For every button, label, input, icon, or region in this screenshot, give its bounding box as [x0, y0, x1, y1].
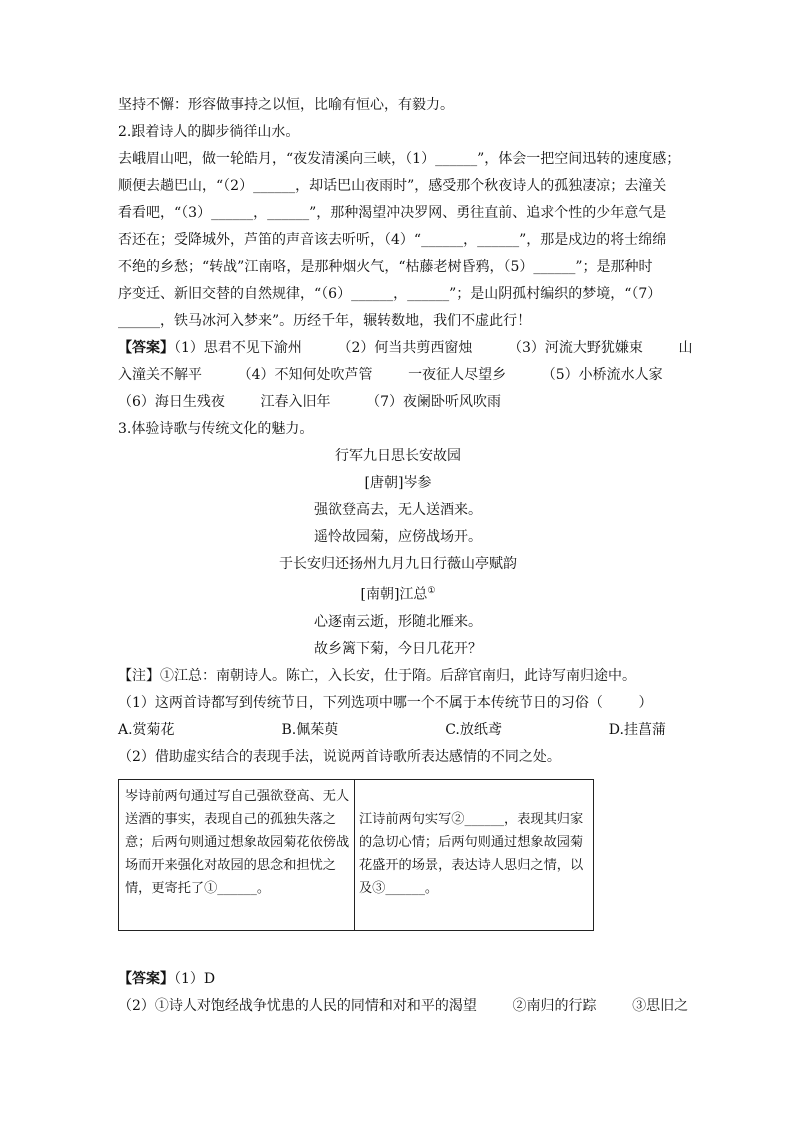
sub-question-1: （1）这两首诗都写到传统节日，下列选项中哪一个不属于本传统节日的习俗（ ）: [118, 694, 653, 711]
comparison-table: [118, 779, 594, 931]
option-d: D.挂菖蒲: [608, 721, 666, 738]
answer-text: （1）思君不见下渝州 （2）何当共剪西窗烛 （3）河流大野犹嫌束 山: [174, 340, 693, 356]
definition-line: 坚持不懈：形容做事持之以恒，比喻有恒心，有毅力。: [118, 97, 454, 113]
poem-1: [118, 443, 678, 551]
question-2-passage: [118, 146, 681, 335]
answer-label: 【答案】: [118, 340, 174, 356]
passage-line: 看看吧，“（3）______，______”，那种渴望冲决罗网、勇往直前、追求个性的少年意气是: [118, 205, 667, 221]
passage-line: 不绝的乡愁；“转战”江南咯，是那种烟火气，“枯藤老树昏鸦，（5）______”；是那种时: [118, 259, 653, 275]
poem-line: 故乡篱下菊，今日几花开？: [314, 640, 482, 657]
table-cell-cen-shen: 岑诗前两句通过写自己强欲登高、无人送酒的事实，表现自己的孤独失落之意；后两句则通过想象故园菊花依傍战场而开来强化对故园的思念和担忧之情，更寄托了①______。: [119, 780, 355, 930]
answer-line: [118, 966, 678, 993]
poem-note: 【注】①江总：南朝诗人。陈亡，入长安，仕于隋。后辞官南归，此诗写南归途中。: [118, 667, 636, 684]
question-2-answer: [118, 335, 693, 416]
option-c: C.放纸鸢: [445, 721, 502, 738]
poem-2: [118, 551, 678, 663]
poem-title: 行军九日思长安故园: [335, 448, 461, 464]
passage-line: 去峨眉山吧，做一轮皓月，“夜发清溪向三峡，（1）______”，体会一把空间迅转的速度感；: [118, 151, 681, 167]
question-2-title: 2.跟着诗人的脚步徜徉山水。: [118, 124, 300, 140]
poem-title: 于长安归还扬州九月九日行薇山亭赋韵: [279, 556, 517, 572]
poem-author: [唐朝]岑参: [364, 475, 432, 491]
answer-line: 入潼关不解平 （4）不知何处吹芦管 一夜征人尽望乡 （5）小桥流水人家: [118, 367, 663, 383]
sub-question-2: （2）借助虚实结合的表现手法，说说两首诗歌所表达感情的不同之处。: [118, 748, 561, 765]
options-row: [118, 717, 666, 744]
answer-line: （2）①诗人对饱经战争忧患的人民的同情和对和平的渴望 ②南归的行踪 ③思旧之: [118, 997, 689, 1014]
footnote-mark: ①: [427, 586, 436, 596]
poem-line: 遥怜故园菊，应傍战场开。: [314, 529, 482, 545]
passage-line: ______，铁马冰河入梦来”。历经千年，辗转数地，我们不虚此行！: [118, 313, 532, 329]
answer-line: （6）海日生残夜 江春入旧年 （7）夜阑卧听风吹雨: [118, 394, 502, 410]
answer-line: [118, 335, 693, 362]
answer-label: 【答案】: [118, 970, 174, 987]
passage-line: 顺便去趟巴山，“（2）______，却话巴山夜雨时”，感受那个秋夜诗人的孤独凄凉；去潼关: [118, 178, 667, 194]
spacer: [118, 931, 678, 966]
poem-line: 心逐南云逝，形随北雁来。: [314, 613, 482, 630]
option-a: A.赏菊花: [118, 721, 175, 738]
poem-line: 强欲登高去，无人送酒来。: [314, 502, 482, 518]
passage-line: 否还在；受降城外，芦笛的声音该去听听，（4）“______，______”，那是戍边的将士绵绵: [118, 232, 667, 248]
answer-text: （1）D: [174, 970, 216, 987]
option-b: B.佩茱萸: [281, 721, 339, 738]
question-3-title: 3.体验诗歌与传统文化的魅力。: [118, 421, 314, 437]
table-cell-jiang-zong: 江诗前两句实写②______，表现其归家的急切心情；后两句则通过想象故园菊花盛开的场景，表达诗人思归之情，以及③______。: [359, 811, 584, 896]
document-page: [118, 92, 693, 1020]
passage-line: 序变迁、新旧交替的自然规律，“（6）______，______”；是山阴孤村编织的梦境，“（7）: [118, 286, 662, 302]
poem-author: [南朝]江总①: [360, 586, 436, 603]
